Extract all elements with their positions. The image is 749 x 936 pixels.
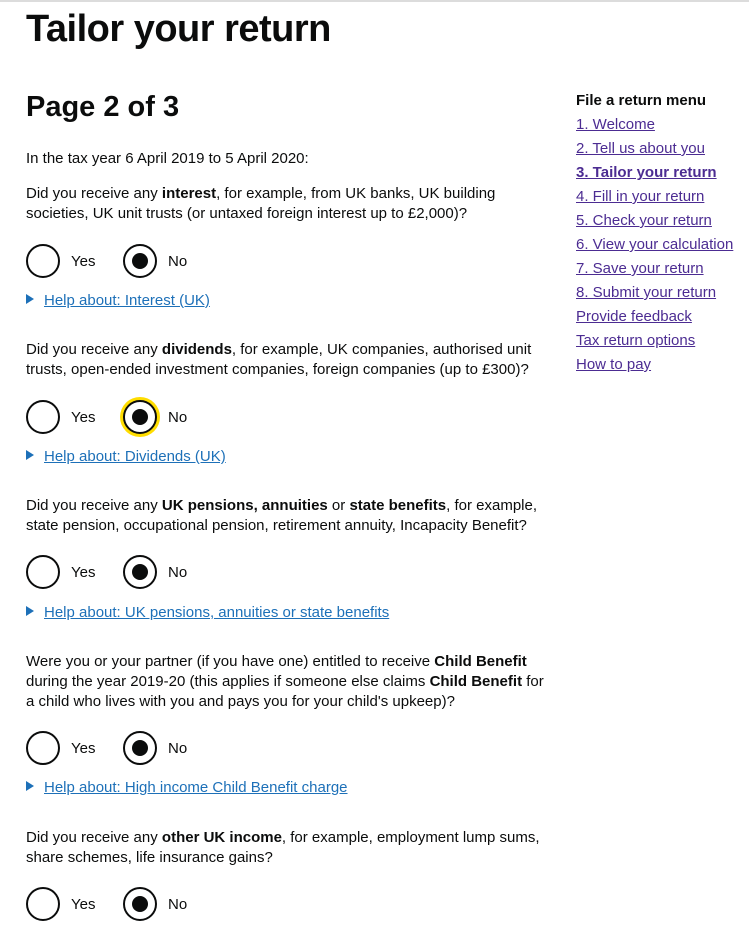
radio-group-child-benefit (26, 731, 326, 767)
menu-link-check[interactable]: 5. Check your return (576, 212, 712, 229)
disclosure-triangle-icon[interactable] (26, 781, 34, 791)
radio-circle-selected[interactable] (123, 555, 157, 589)
menu-item-welcome (576, 113, 746, 137)
intro-text: In the tax year 6 April 2019 to 5 April 2020: (26, 150, 309, 167)
radio-label[interactable]: No (168, 564, 188, 581)
menu-link-feedback[interactable]: Provide feedback (576, 308, 692, 325)
help-link-dividends[interactable]: Help about: Dividends (UK) (44, 448, 226, 465)
menu-link-options[interactable]: Tax return options (576, 332, 696, 349)
menu-list (576, 113, 746, 377)
menu-link-submit[interactable]: 8. Submit your return (576, 284, 717, 301)
radio-group-other-income (26, 887, 326, 923)
radio-circle[interactable] (26, 731, 60, 765)
radio-label[interactable]: No (168, 740, 188, 757)
menu-item-tell-us (576, 137, 746, 161)
question-other-income (26, 828, 556, 868)
menu-item-tailor (576, 161, 746, 185)
menu-link-tailor-current[interactable]: 3. Tailor your return (576, 164, 717, 181)
menu-title: File a return menu (576, 92, 707, 109)
radio-group-interest (26, 244, 326, 280)
question-child-benefit (26, 652, 556, 712)
radio-label[interactable]: Yes (71, 740, 96, 757)
menu-item-options (576, 329, 746, 353)
radio-circle[interactable] (26, 887, 60, 921)
radio-circle[interactable] (26, 244, 60, 278)
help-link-interest[interactable]: Help about: Interest (UK) (44, 292, 210, 309)
disclosure-triangle-icon[interactable] (26, 450, 34, 460)
radio-circle-selected-focused[interactable] (123, 400, 157, 434)
radio-label[interactable]: Yes (71, 896, 96, 913)
question-text: Did you receive any UK pensions, annuities or state benefits, for example, state pension, occupational pension, retirement annuity, Incapacity Benefit? (26, 497, 538, 534)
radio-circle-selected[interactable] (123, 244, 157, 278)
page-subtitle: Page 2 of 3 (26, 91, 180, 123)
menu-item-view-calculation (576, 233, 746, 257)
top-border (0, 0, 749, 2)
menu-link-welcome[interactable]: 1. Welcome (576, 116, 655, 133)
menu-link-how-to-pay[interactable]: How to pay (576, 356, 652, 373)
help-link-pensions[interactable]: Help about: UK pensions, annuities or state benefits (44, 604, 390, 621)
menu-link-view-calculation[interactable]: 6. View your calculation (576, 236, 734, 253)
help-dividends[interactable] (26, 447, 226, 467)
help-pensions[interactable] (26, 603, 389, 623)
question-text: Were you or your partner (if you have one) entitled to receive Child Benefit during the year 2019-20 (this applies if someone else claims Child Benefit for a child who lives with you and pays you for your child's upkeep)? (26, 653, 544, 710)
radio-label[interactable]: Yes (71, 409, 96, 426)
radio-label[interactable]: No (168, 253, 188, 270)
menu-item-save (576, 257, 746, 281)
question-text: Did you receive any interest, for example, from UK banks, UK building societies, UK unit trusts (or untaxed foreign interest up to £2,000)? (26, 185, 496, 222)
radio-label[interactable]: No (168, 896, 188, 913)
help-child-benefit[interactable] (26, 778, 348, 798)
radio-circle[interactable] (26, 400, 60, 434)
radio-group-dividends (26, 400, 326, 436)
radio-circle-selected[interactable] (123, 887, 157, 921)
menu-item-how-to-pay (576, 353, 746, 377)
question-dividends (26, 340, 556, 380)
radio-group-pensions (26, 555, 326, 591)
menu-link-tell-us[interactable]: 2. Tell us about you (576, 140, 705, 157)
question-text: Did you receive any dividends, for example, UK companies, authorised unit trusts, open-ended investment companies, foreign companies (up to £300)? (26, 341, 532, 378)
question-interest (26, 184, 556, 224)
help-interest[interactable] (26, 291, 210, 311)
disclosure-triangle-icon[interactable] (26, 606, 34, 616)
page-title: Tailor your return (26, 8, 331, 50)
menu-link-save[interactable]: 7. Save your return (576, 260, 704, 277)
question-pensions (26, 496, 556, 536)
help-link-child-benefit[interactable]: Help about: High income Child Benefit charge (44, 779, 348, 796)
menu-link-fill-in[interactable]: 4. Fill in your return (576, 188, 705, 205)
menu-item-submit (576, 281, 746, 305)
radio-label[interactable]: Yes (71, 564, 96, 581)
question-text: Did you receive any other UK income, for example, employment lump sums, share schemes, life insurance gains? (26, 829, 540, 866)
radio-label[interactable]: No (168, 409, 188, 426)
radio-circle[interactable] (26, 555, 60, 589)
radio-circle-selected[interactable] (123, 731, 157, 765)
file-return-menu (576, 90, 746, 377)
disclosure-triangle-icon[interactable] (26, 294, 34, 304)
menu-item-fill-in (576, 185, 746, 209)
menu-item-check (576, 209, 746, 233)
menu-item-feedback (576, 305, 746, 329)
radio-label[interactable]: Yes (71, 253, 96, 270)
